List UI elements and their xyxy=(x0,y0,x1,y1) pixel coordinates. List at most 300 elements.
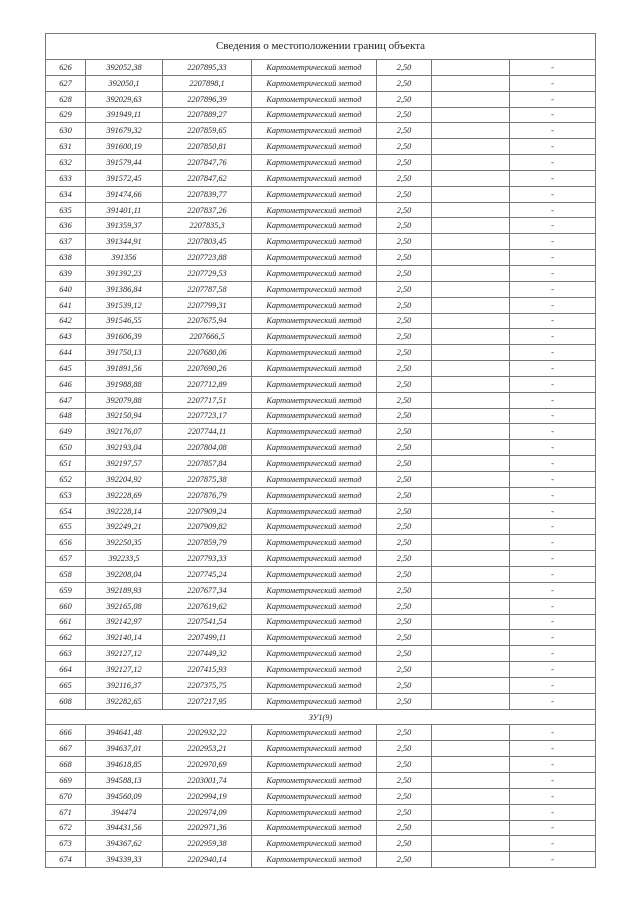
method-cell: Картометрический метод xyxy=(252,170,377,186)
y-coordinate-cell: 2207839,77 xyxy=(163,186,252,202)
note-cell: - xyxy=(510,630,596,646)
x-coordinate-cell: 391988,88 xyxy=(86,376,163,392)
point-number-cell: 671 xyxy=(46,804,86,820)
point-number-cell: 639 xyxy=(46,265,86,281)
x-coordinate-cell: 392228,69 xyxy=(86,487,163,503)
precision-cell: 2,50 xyxy=(377,725,432,741)
method-cell: Картометрический метод xyxy=(252,281,377,297)
method-cell: Картометрический метод xyxy=(252,614,377,630)
table-row xyxy=(46,123,596,139)
precision-cell: 2,50 xyxy=(377,155,432,171)
x-coordinate-cell: 392197,57 xyxy=(86,456,163,472)
empty-cell xyxy=(432,265,510,281)
y-coordinate-cell: 2207898,1 xyxy=(163,75,252,91)
x-coordinate-cell: 394339,33 xyxy=(86,852,163,868)
empty-cell xyxy=(432,440,510,456)
empty-cell xyxy=(432,535,510,551)
y-coordinate-cell: 2207375,75 xyxy=(163,677,252,693)
empty-cell xyxy=(432,376,510,392)
table-row xyxy=(46,772,596,788)
y-coordinate-cell: 2202974,09 xyxy=(163,804,252,820)
y-coordinate-cell: 2207690,26 xyxy=(163,361,252,377)
x-coordinate-cell: 392150,94 xyxy=(86,408,163,424)
y-coordinate-cell: 2207723,17 xyxy=(163,408,252,424)
x-coordinate-cell: 392142,97 xyxy=(86,614,163,630)
x-coordinate-cell: 392282,65 xyxy=(86,693,163,709)
method-cell: Картометрический метод xyxy=(252,155,377,171)
precision-cell: 2,50 xyxy=(377,741,432,757)
x-coordinate-cell: 392050,1 xyxy=(86,75,163,91)
note-cell: - xyxy=(510,772,596,788)
table-row xyxy=(46,186,596,202)
empty-cell xyxy=(432,677,510,693)
x-coordinate-cell: 392140,14 xyxy=(86,630,163,646)
y-coordinate-cell: 2207804,08 xyxy=(163,440,252,456)
note-cell: - xyxy=(510,329,596,345)
empty-cell xyxy=(432,123,510,139)
method-cell: Картометрический метод xyxy=(252,582,377,598)
note-cell: - xyxy=(510,582,596,598)
precision-cell: 2,50 xyxy=(377,60,432,76)
table-row xyxy=(46,551,596,567)
boundary-coordinates-sheet xyxy=(45,33,595,868)
point-number-cell: 630 xyxy=(46,123,86,139)
precision-cell: 2,50 xyxy=(377,582,432,598)
precision-cell: 2,50 xyxy=(377,91,432,107)
table-row xyxy=(46,202,596,218)
y-coordinate-cell: 2207745,24 xyxy=(163,567,252,583)
precision-cell: 2,50 xyxy=(377,345,432,361)
method-cell: Картометрический метод xyxy=(252,757,377,773)
empty-cell xyxy=(432,804,510,820)
method-cell: Картометрический метод xyxy=(252,107,377,123)
empty-cell xyxy=(432,313,510,329)
empty-cell xyxy=(432,836,510,852)
x-coordinate-cell: 391750,13 xyxy=(86,345,163,361)
point-number-cell: 661 xyxy=(46,614,86,630)
table-row xyxy=(46,836,596,852)
method-cell: Картометрический метод xyxy=(252,265,377,281)
method-cell: Картометрический метод xyxy=(252,218,377,234)
precision-cell: 2,50 xyxy=(377,503,432,519)
point-number-cell: 629 xyxy=(46,107,86,123)
table-row xyxy=(46,757,596,773)
method-cell: Картометрический метод xyxy=(252,471,377,487)
empty-cell xyxy=(432,614,510,630)
precision-cell: 2,50 xyxy=(377,329,432,345)
point-number-cell: 644 xyxy=(46,345,86,361)
point-number-cell: 627 xyxy=(46,75,86,91)
note-cell: - xyxy=(510,646,596,662)
y-coordinate-cell: 2207850,81 xyxy=(163,139,252,155)
note-cell: - xyxy=(510,804,596,820)
point-number-cell: 672 xyxy=(46,820,86,836)
x-coordinate-cell: 392204,92 xyxy=(86,471,163,487)
empty-cell xyxy=(432,741,510,757)
note-cell: - xyxy=(510,313,596,329)
empty-cell xyxy=(432,139,510,155)
method-cell: Картометрический метод xyxy=(252,503,377,519)
table-title: Сведения о местоположении границ объекта xyxy=(46,34,596,60)
note-cell: - xyxy=(510,265,596,281)
point-number-cell: 653 xyxy=(46,487,86,503)
x-coordinate-cell: 392052,38 xyxy=(86,60,163,76)
x-coordinate-cell: 392127,12 xyxy=(86,646,163,662)
empty-cell xyxy=(432,788,510,804)
point-number-cell: 660 xyxy=(46,598,86,614)
table-row xyxy=(46,519,596,535)
x-coordinate-cell: 392250,35 xyxy=(86,535,163,551)
method-cell: Картометрический метод xyxy=(252,535,377,551)
x-coordinate-cell: 394637,01 xyxy=(86,741,163,757)
empty-cell xyxy=(432,155,510,171)
note-cell: - xyxy=(510,519,596,535)
precision-cell: 2,50 xyxy=(377,852,432,868)
y-coordinate-cell: 2207876,79 xyxy=(163,487,252,503)
precision-cell: 2,50 xyxy=(377,820,432,836)
x-coordinate-cell: 392193,04 xyxy=(86,440,163,456)
table-row xyxy=(46,677,596,693)
x-coordinate-cell: 391359,37 xyxy=(86,218,163,234)
note-cell: - xyxy=(510,852,596,868)
y-coordinate-cell: 2207680,06 xyxy=(163,345,252,361)
method-cell: Картометрический метод xyxy=(252,392,377,408)
y-coordinate-cell: 2202932,22 xyxy=(163,725,252,741)
precision-cell: 2,50 xyxy=(377,123,432,139)
y-coordinate-cell: 2202959,38 xyxy=(163,836,252,852)
point-number-cell: 632 xyxy=(46,155,86,171)
method-cell: Картометрический метод xyxy=(252,408,377,424)
method-cell: Картометрический метод xyxy=(252,598,377,614)
table-row xyxy=(46,820,596,836)
point-number-cell: 628 xyxy=(46,91,86,107)
point-number-cell: 651 xyxy=(46,456,86,472)
x-coordinate-cell: 391679,32 xyxy=(86,123,163,139)
precision-cell: 2,50 xyxy=(377,693,432,709)
note-cell: - xyxy=(510,123,596,139)
precision-cell: 2,50 xyxy=(377,567,432,583)
method-cell: Картометрический метод xyxy=(252,519,377,535)
x-coordinate-cell: 394618,85 xyxy=(86,757,163,773)
point-number-cell: 634 xyxy=(46,186,86,202)
empty-cell xyxy=(432,487,510,503)
y-coordinate-cell: 2207857,84 xyxy=(163,456,252,472)
x-coordinate-cell: 391386,84 xyxy=(86,281,163,297)
x-coordinate-cell: 391392,23 xyxy=(86,265,163,281)
empty-cell xyxy=(432,820,510,836)
table-row xyxy=(46,361,596,377)
point-number-cell: 656 xyxy=(46,535,86,551)
table-row xyxy=(46,535,596,551)
table-row xyxy=(46,614,596,630)
table-row xyxy=(46,170,596,186)
coordinates-table xyxy=(45,33,596,868)
note-cell: - xyxy=(510,567,596,583)
table-row xyxy=(46,852,596,868)
y-coordinate-cell: 2207803,45 xyxy=(163,234,252,250)
method-cell: Картометрический метод xyxy=(252,376,377,392)
y-coordinate-cell: 2202971,36 xyxy=(163,820,252,836)
note-cell: - xyxy=(510,107,596,123)
table-row xyxy=(46,313,596,329)
table-row xyxy=(46,281,596,297)
table-row xyxy=(46,646,596,662)
method-cell: Картометрический метод xyxy=(252,234,377,250)
x-coordinate-cell: 392116,37 xyxy=(86,677,163,693)
empty-cell xyxy=(432,598,510,614)
note-cell: - xyxy=(510,471,596,487)
precision-cell: 2,50 xyxy=(377,313,432,329)
note-cell: - xyxy=(510,788,596,804)
point-number-cell: 631 xyxy=(46,139,86,155)
point-number-cell: 674 xyxy=(46,852,86,868)
y-coordinate-cell: 2207449,32 xyxy=(163,646,252,662)
table-row xyxy=(46,567,596,583)
point-number-cell: 666 xyxy=(46,725,86,741)
note-cell: - xyxy=(510,170,596,186)
x-coordinate-cell: 391344,91 xyxy=(86,234,163,250)
y-coordinate-cell: 2207217,95 xyxy=(163,693,252,709)
note-cell: - xyxy=(510,836,596,852)
method-cell: Картометрический метод xyxy=(252,646,377,662)
method-cell: Картометрический метод xyxy=(252,820,377,836)
method-cell: Картометрический метод xyxy=(252,186,377,202)
empty-cell xyxy=(432,345,510,361)
note-cell: - xyxy=(510,677,596,693)
x-coordinate-cell: 391474,66 xyxy=(86,186,163,202)
method-cell: Картометрический метод xyxy=(252,123,377,139)
table-row xyxy=(46,265,596,281)
precision-cell: 2,50 xyxy=(377,107,432,123)
y-coordinate-cell: 2207835,3 xyxy=(163,218,252,234)
empty-cell xyxy=(432,392,510,408)
note-cell: - xyxy=(510,250,596,266)
x-coordinate-cell: 392228,14 xyxy=(86,503,163,519)
y-coordinate-cell: 2207717,51 xyxy=(163,392,252,408)
empty-cell xyxy=(432,329,510,345)
x-coordinate-cell: 391546,55 xyxy=(86,313,163,329)
empty-cell xyxy=(432,693,510,709)
y-coordinate-cell: 2207859,65 xyxy=(163,123,252,139)
point-number-cell: 665 xyxy=(46,677,86,693)
note-cell: - xyxy=(510,424,596,440)
point-number-cell: 650 xyxy=(46,440,86,456)
table-row xyxy=(46,91,596,107)
x-coordinate-cell: 392189,93 xyxy=(86,582,163,598)
precision-cell: 2,50 xyxy=(377,677,432,693)
precision-cell: 2,50 xyxy=(377,487,432,503)
point-number-cell: 641 xyxy=(46,297,86,313)
table-row xyxy=(46,155,596,171)
method-cell: Картометрический метод xyxy=(252,677,377,693)
point-number-cell: 643 xyxy=(46,329,86,345)
precision-cell: 2,50 xyxy=(377,662,432,678)
y-coordinate-cell: 2207909,24 xyxy=(163,503,252,519)
method-cell: Картометрический метод xyxy=(252,836,377,852)
note-cell: - xyxy=(510,408,596,424)
empty-cell xyxy=(432,424,510,440)
point-number-cell: 638 xyxy=(46,250,86,266)
point-number-cell: 633 xyxy=(46,170,86,186)
precision-cell: 2,50 xyxy=(377,535,432,551)
table-row xyxy=(46,75,596,91)
point-number-cell: 645 xyxy=(46,361,86,377)
y-coordinate-cell: 2207677,34 xyxy=(163,582,252,598)
precision-cell: 2,50 xyxy=(377,551,432,567)
x-coordinate-cell: 392249,21 xyxy=(86,519,163,535)
note-cell: - xyxy=(510,598,596,614)
x-coordinate-cell: 392165,08 xyxy=(86,598,163,614)
empty-cell xyxy=(432,646,510,662)
table-row xyxy=(46,741,596,757)
x-coordinate-cell: 394588,13 xyxy=(86,772,163,788)
point-number-cell: 640 xyxy=(46,281,86,297)
point-number-cell: 647 xyxy=(46,392,86,408)
empty-cell xyxy=(432,202,510,218)
point-number-cell: 670 xyxy=(46,788,86,804)
note-cell: - xyxy=(510,218,596,234)
method-cell: Картометрический метод xyxy=(252,202,377,218)
empty-cell xyxy=(432,361,510,377)
note-cell: - xyxy=(510,75,596,91)
empty-cell xyxy=(432,170,510,186)
table-row xyxy=(46,107,596,123)
precision-cell: 2,50 xyxy=(377,630,432,646)
y-coordinate-cell: 2207712,89 xyxy=(163,376,252,392)
table-row xyxy=(46,598,596,614)
y-coordinate-cell: 2207723,88 xyxy=(163,250,252,266)
method-cell: Картометрический метод xyxy=(252,139,377,155)
table-row xyxy=(46,250,596,266)
note-cell: - xyxy=(510,186,596,202)
x-coordinate-cell: 391891,56 xyxy=(86,361,163,377)
empty-cell xyxy=(432,75,510,91)
y-coordinate-cell: 2202940,14 xyxy=(163,852,252,868)
table-row xyxy=(46,725,596,741)
section-label: ЗУ1(9) xyxy=(46,709,596,725)
precision-cell: 2,50 xyxy=(377,598,432,614)
table-row xyxy=(46,376,596,392)
empty-cell xyxy=(432,281,510,297)
table-row xyxy=(46,218,596,234)
point-number-cell: 667 xyxy=(46,741,86,757)
point-number-cell: 626 xyxy=(46,60,86,76)
y-coordinate-cell: 2207729,53 xyxy=(163,265,252,281)
precision-cell: 2,50 xyxy=(377,456,432,472)
precision-cell: 2,50 xyxy=(377,376,432,392)
precision-cell: 2,50 xyxy=(377,234,432,250)
y-coordinate-cell: 2207859,79 xyxy=(163,535,252,551)
precision-cell: 2,50 xyxy=(377,75,432,91)
point-number-cell: 652 xyxy=(46,471,86,487)
method-cell: Картометрический метод xyxy=(252,852,377,868)
empty-cell xyxy=(432,297,510,313)
note-cell: - xyxy=(510,741,596,757)
y-coordinate-cell: 2207666,5 xyxy=(163,329,252,345)
note-cell: - xyxy=(510,551,596,567)
empty-cell xyxy=(432,91,510,107)
empty-cell xyxy=(432,456,510,472)
note-cell: - xyxy=(510,757,596,773)
y-coordinate-cell: 2202970,69 xyxy=(163,757,252,773)
method-cell: Картометрический метод xyxy=(252,772,377,788)
method-cell: Картометрический метод xyxy=(252,788,377,804)
note-cell: - xyxy=(510,614,596,630)
note-cell: - xyxy=(510,440,596,456)
table-title-row xyxy=(46,34,596,60)
note-cell: - xyxy=(510,503,596,519)
table-row xyxy=(46,139,596,155)
point-number-cell: 658 xyxy=(46,567,86,583)
y-coordinate-cell: 2202953,21 xyxy=(163,741,252,757)
precision-cell: 2,50 xyxy=(377,186,432,202)
empty-cell xyxy=(432,234,510,250)
note-cell: - xyxy=(510,392,596,408)
empty-cell xyxy=(432,582,510,598)
point-number-cell: 655 xyxy=(46,519,86,535)
table-row xyxy=(46,582,596,598)
method-cell: Картометрический метод xyxy=(252,662,377,678)
table-row xyxy=(46,60,596,76)
table-row xyxy=(46,788,596,804)
x-coordinate-cell: 394474 xyxy=(86,804,163,820)
point-number-cell: 668 xyxy=(46,757,86,773)
precision-cell: 2,50 xyxy=(377,408,432,424)
y-coordinate-cell: 2207847,62 xyxy=(163,170,252,186)
precision-cell: 2,50 xyxy=(377,772,432,788)
empty-cell xyxy=(432,107,510,123)
precision-cell: 2,50 xyxy=(377,202,432,218)
x-coordinate-cell: 394431,56 xyxy=(86,820,163,836)
point-number-cell: 636 xyxy=(46,218,86,234)
y-coordinate-cell: 2207499,11 xyxy=(163,630,252,646)
point-number-cell: 669 xyxy=(46,772,86,788)
method-cell: Картометрический метод xyxy=(252,91,377,107)
table-row xyxy=(46,804,596,820)
note-cell: - xyxy=(510,725,596,741)
point-number-cell: 662 xyxy=(46,630,86,646)
method-cell: Картометрический метод xyxy=(252,630,377,646)
precision-cell: 2,50 xyxy=(377,471,432,487)
section-row xyxy=(46,709,596,725)
method-cell: Картометрический метод xyxy=(252,456,377,472)
empty-cell xyxy=(432,551,510,567)
precision-cell: 2,50 xyxy=(377,836,432,852)
method-cell: Картометрический метод xyxy=(252,60,377,76)
table-row xyxy=(46,471,596,487)
note-cell: - xyxy=(510,487,596,503)
precision-cell: 2,50 xyxy=(377,281,432,297)
empty-cell xyxy=(432,662,510,678)
point-number-cell: 663 xyxy=(46,646,86,662)
note-cell: - xyxy=(510,60,596,76)
x-coordinate-cell: 392233,5 xyxy=(86,551,163,567)
table-row xyxy=(46,297,596,313)
x-coordinate-cell: 394367,62 xyxy=(86,836,163,852)
y-coordinate-cell: 2207744,11 xyxy=(163,424,252,440)
note-cell: - xyxy=(510,361,596,377)
empty-cell xyxy=(432,567,510,583)
method-cell: Картометрический метод xyxy=(252,361,377,377)
point-number-cell: 654 xyxy=(46,503,86,519)
empty-cell xyxy=(432,772,510,788)
method-cell: Картометрический метод xyxy=(252,424,377,440)
method-cell: Картометрический метод xyxy=(252,804,377,820)
precision-cell: 2,50 xyxy=(377,440,432,456)
point-number-cell: 659 xyxy=(46,582,86,598)
x-coordinate-cell: 392127,12 xyxy=(86,662,163,678)
y-coordinate-cell: 2207895,33 xyxy=(163,60,252,76)
